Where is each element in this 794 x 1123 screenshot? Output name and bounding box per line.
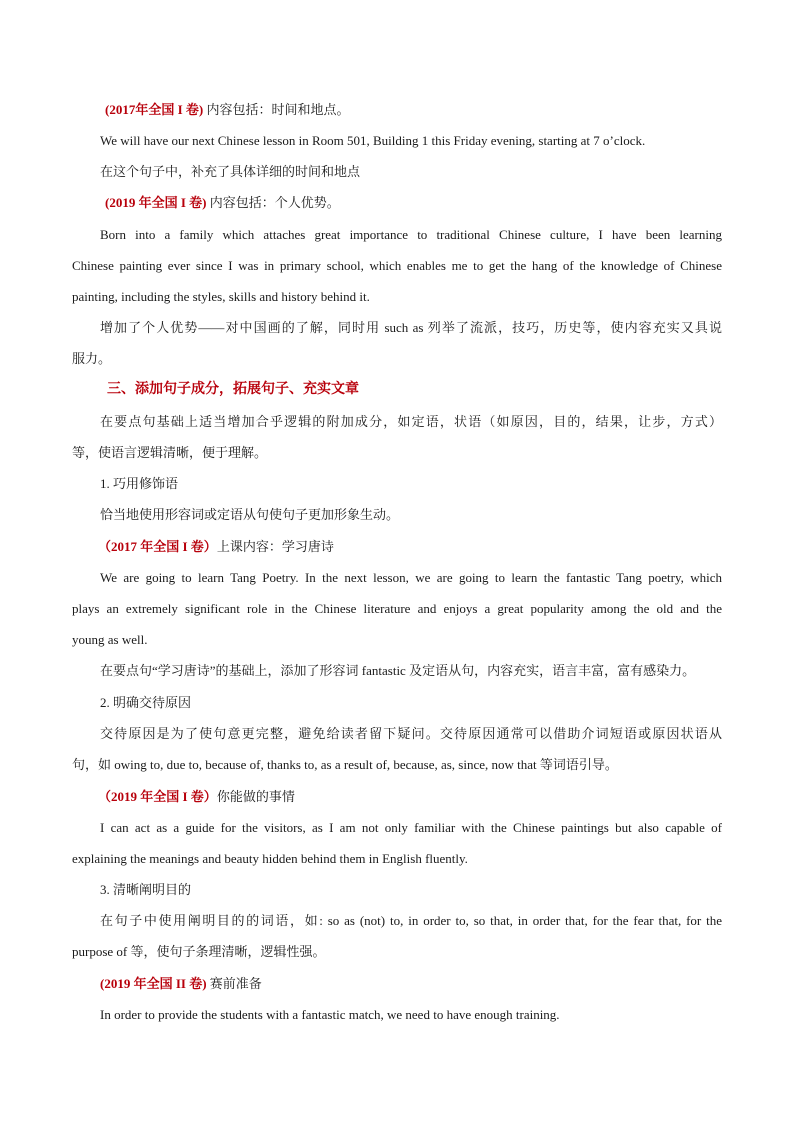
exam-source-tag: (2017年全国 I 卷): [105, 102, 204, 117]
body-paragraph-line: 句，如 owing to, due to, because of, thanks to, as a result of, because, as, since, now that 等词语引导。: [72, 757, 618, 772]
source-line-2019-ability: [0, 787, 794, 807]
content-label: 赛前准备: [206, 976, 262, 991]
explanation-text: 在这个句子中，补充了具体详细的时间和地点: [100, 164, 361, 179]
body-paragraph-line: 等，使语言逻辑清晰，便于理解。: [72, 445, 268, 460]
example-paragraph-line: I can act as a guide for the visitors, as I am not only familiar with the Chinese paintings but also capable of: [100, 820, 722, 835]
example-paragraph-line: plays an extremely significant role in the Chinese literature and enjoys a great popularity among the old and the: [72, 601, 722, 616]
example-paragraph-line: We are going to learn Tang Poetry. In the next lesson, we are going to learn the fantastic Tang poetry, which: [100, 570, 722, 585]
example-paragraph-line: explaining the meanings and beauty hidden behind them in English fluently.: [72, 851, 468, 866]
body-paragraph-line: purpose of 等，使句子条理清晰，逻辑性强。: [72, 944, 326, 959]
subsection-heading: 2. 明确交待原因: [100, 695, 192, 710]
example-paragraph-line: painting, including the styles, skills and history behind it.: [72, 289, 370, 304]
example-paragraph-line: Chinese painting ever since I was in primary school, which enables me to get the hang of the knowledge of Chinese: [72, 258, 722, 273]
content-label: 你能做的事情: [216, 789, 295, 804]
source-line-2019-content: [5, 193, 794, 213]
body-paragraph-line: 在要点句基础上适当增加合乎逻辑的附加成分，如定语，状语（如原因，目的，结果，让步，方式）: [100, 414, 722, 429]
content-label: 内容包括：个人优势。: [206, 195, 340, 210]
body-paragraph-line: 在句子中使用阐明目的的词语，如: so as (not) to, in order to, so that, in order that, for the fear that, for the: [100, 913, 722, 928]
exam-source-tag: （2017 年全国 I 卷）: [98, 539, 217, 554]
explanation-text: 在要点句“学习唐诗”的基础上，添加了形容词 fantastic 及定语从句，内容充实，语言丰富，富有感染力。: [100, 663, 696, 678]
explanation-line: 服力。: [72, 351, 112, 366]
subsection-heading: 3. 清晰阐明目的: [100, 882, 192, 897]
example-paragraph-line: young as well.: [72, 632, 148, 647]
section-heading: 三、添加句子成分，拓展句子、充实文章: [107, 382, 359, 397]
source-line-2019-ii-prep: [0, 974, 794, 994]
exam-source-tag: （2019 年全国 I 卷）: [98, 789, 217, 804]
explanation-line: 增加了个人优势——对中国画的了解，同时用 such as 列举了流派，技巧，历史等，使内容充实又具说: [100, 320, 722, 335]
exam-source-tag: (2019 年全国 I 卷): [105, 195, 207, 210]
example-sentence: We will have our next Chinese lesson in Room 501, Building 1 this Friday evening, starting at 7 o’clock.: [100, 133, 646, 148]
subsection-heading: 1. 巧用修饰语: [100, 476, 179, 491]
content-label: 内容包括：时间和地点。: [203, 102, 350, 117]
content-label: 上课内容：学习唐诗: [216, 539, 334, 554]
exam-source-tag: (2019 年全国 II 卷): [100, 976, 207, 991]
body-paragraph-line: 交待原因是为了使句意更完整，避免给读者留下疑问。交待原因通常可以借助介词短语或原因状语从: [100, 726, 722, 741]
source-line-2017-content: [5, 100, 794, 120]
example-paragraph-line: Born into a family which attaches great importance to traditional Chinese culture, I have been learning: [100, 227, 722, 242]
source-line-2017-class: [0, 537, 794, 557]
body-text: 恰当地使用形容词或定语从句使句子更加形象生动。: [100, 507, 400, 522]
example-sentence: In order to provide the students with a fantastic match, we need to have enough training.: [100, 1007, 560, 1022]
